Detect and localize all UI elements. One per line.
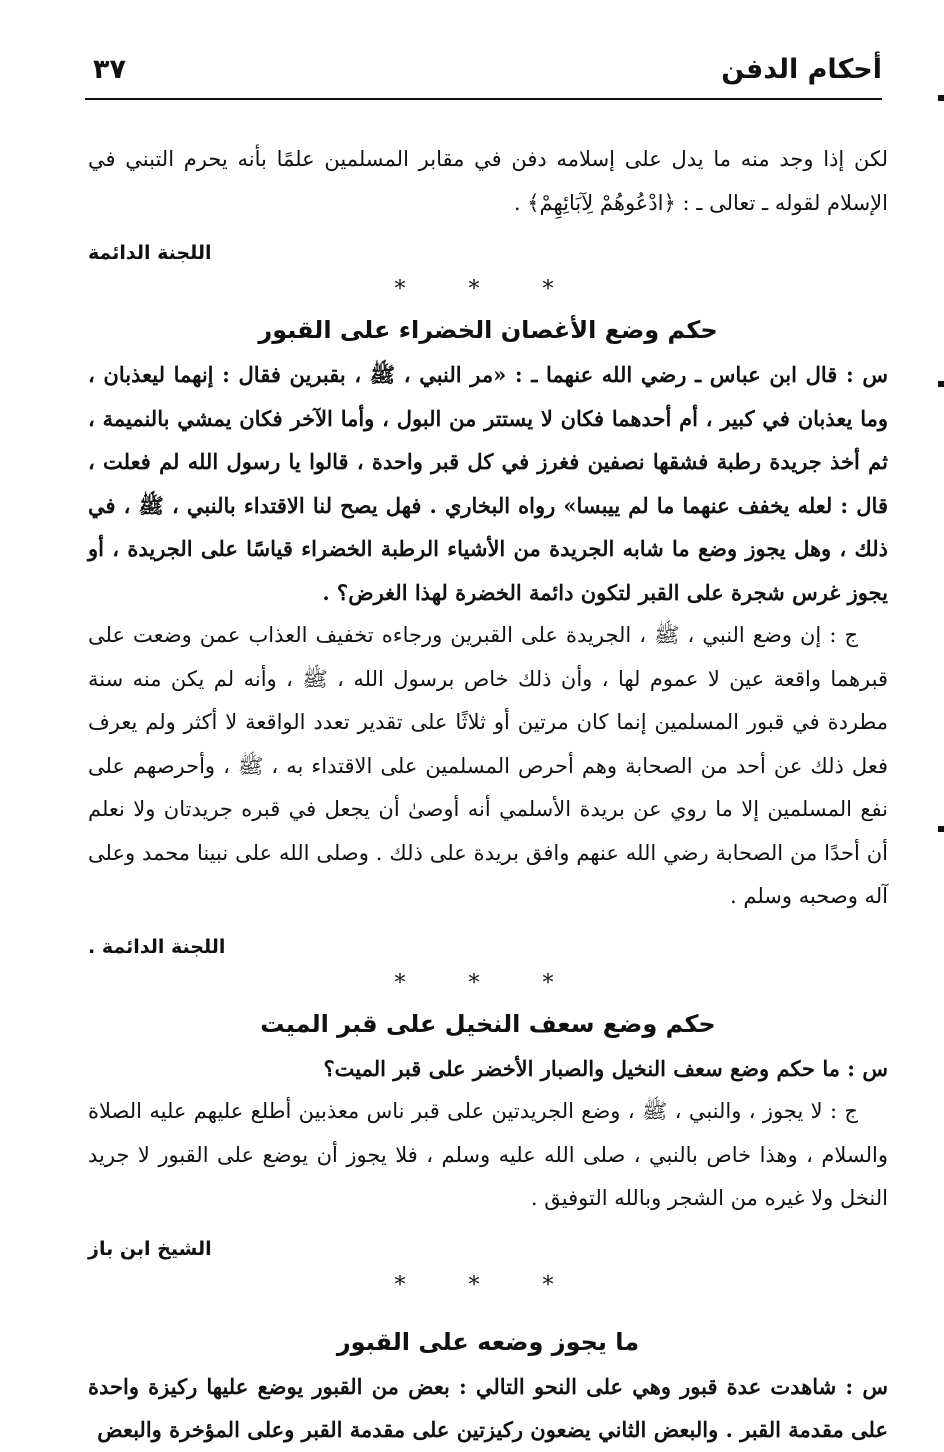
scan-edge-mark (938, 95, 944, 101)
question-paragraph: س : قال ابن عباس ـ رضي الله عنهما ـ : «مر النبي ، ﷺ ، بقبرين فقال : إنهما ليعذبان ، وما يعذبان في كبير ، أم أحدهما فكان لا يستتر من البول ، وأما الآخر فكان يمشي بالنميمة ، ثم أخذ جريدة رطبة فشقها نصفين فغرز في كل قبر واحدة ، قالوا يا رسول الله لم فعلت ، قال : لعله يخفف عنهما ما لم ييبسا» رواه البخاري . فهل يصح لنا الاقتداء بالنبي ، ﷺ ، في ذلك ، وهل يجوز وضع ما شابه الجريدة من الأشياء الرطبة الخضراء قياسًا على الجريدة ، أو يجوز غرس شجرة على القبر لتكون دائمة الخضرة لهذا الغرض؟ . (88, 362, 888, 605)
spacer (88, 1303, 888, 1319)
section-heading: حكم وضع سعف النخيل على قبر الميت (260, 1009, 716, 1038)
answer-paragraph: ج : إن وضع النبي ، ﷺ ، الجريدة على القبرين ورجاءه تخفيف العذاب عمن وضعت على قبرهما واقعة عين لا عموم لها ، وأن ذلك خاص برسول الله ، ﷺ ، وأنه لم يكن منه سنة مطردة في قبور المسلمين إنما كان مرتين أو ثلاثًا على تقدير تعدد الواقعة لا أكثر ولم يعرف فعل ذلك عن أحد من الصحابة وهم أحرص المسلمين على الاقتداء به ، ﷺ ، وأحرصهم على نفع المسلمين إلا ما روي عن بريدة الأسلمي أنه أوصىٰ أن يجعل في قبره جريدتان ولا نعلم أن أحدًا من الصحابة رضي الله عنهم وافق بريدة على ذلك . وصلى الله على نبينا محمد وعلى آله وصحبه وسلم . (88, 623, 888, 908)
section-heading: ما يجوز وضعه على القبور (336, 1327, 640, 1356)
scan-edge-mark (938, 381, 944, 387)
scan-edge-mark (938, 826, 944, 832)
page-header (85, 50, 882, 100)
section-heading: حكم وضع الأغصان الخضراء على القبور (258, 316, 718, 344)
intro-paragraph: لكن إذا وجد منه ما يدل على إسلامه دفن في مقابر المسلمين علمًا بأنه يحرم التبني في الإسلام لقوله ـ تعالى ـ : ﴿ادْعُوهُمْ لِآبَائِهِمْ﴾ . (88, 147, 888, 215)
section-separator: * * * (394, 277, 582, 302)
section-separator: * * * (394, 1272, 582, 1298)
page-content (88, 138, 888, 1452)
question-paragraph: س : شاهدت عدة قبور وهي على النحو التالي : بعض من القبور يوضع عليها ركيزة واحدة على مقدمة القبر . والبعض الثاني يضعون ركيزتين على مقدمة القبر وعلى المؤخرة والبعض (88, 1373, 888, 1442)
question-paragraph: س : ما حكم وضع سعف النخيل والصبار الأخضر على قبر الميت؟ (323, 1055, 888, 1081)
answer-paragraph: ج : لا يجوز ، والنبي ، ﷺ ، وضع الجريدتين على قبر ناس معذبين أطلع عليهم عليه الصلاة والسلام ، وهذا خاص بالنبي ، صلى الله عليه وسلم ، فلا يجوز أن يوضع على القبور لا جريد النخل ولا غيره من الشجر وبالله التوفيق . (88, 1099, 888, 1210)
section-separator: * * * (394, 970, 582, 996)
fatwa-signature: الشيخ ابن باز (88, 1237, 212, 1260)
page-number: ٣٧ (93, 54, 126, 85)
fatwa-signature: اللجنة الدائمة (88, 242, 212, 264)
fatwa-signature: اللجنة الدائمة . (88, 935, 226, 958)
running-title: أحكام الدفن (721, 54, 882, 85)
